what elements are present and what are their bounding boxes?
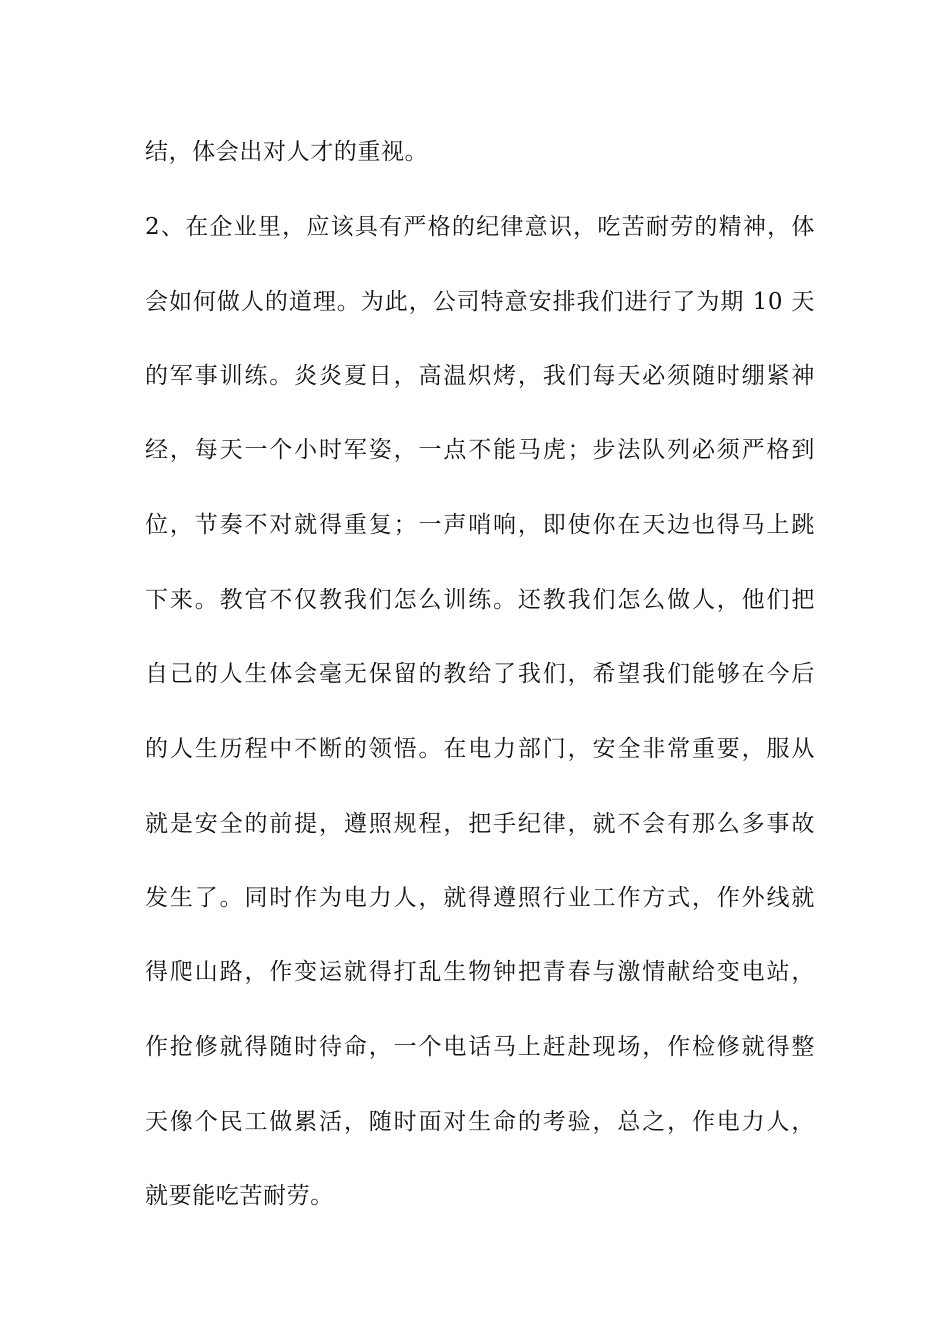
text-line: 会如何做人的道理。为此，公司特意安排我们进行了为期 10 天	[145, 289, 815, 315]
text-line: 位，节奏不对就得重复；一声哨响，即使你在天边也得马上跳	[145, 512, 815, 538]
text-line: 的人生历程中不断的领悟。在电力部门，安全非常重要，服从	[145, 736, 815, 762]
text-line: 就是安全的前提，遵照规程，把手纪律，就不会有那么多事故	[145, 811, 815, 837]
text-line: 发生了。同时作为电力人，就得遵照行业工作方式，作外线就	[145, 885, 815, 911]
text-line: 经，每天一个小时军姿，一点不能马虎；步法队列必须严格到	[145, 437, 815, 463]
text-line: 天像个民工做累活，随时面对生命的考验，总之，作电力人，	[145, 1109, 815, 1135]
text-line: 的军事训练。炎炎夏日，高温炽烤，我们每天必须随时绷紧神	[145, 363, 815, 389]
text-line: 下来。教官不仅教我们怎么训练。还教我们怎么做人，他们把	[145, 587, 815, 613]
text-line: 2、在企业里，应该具有严格的纪律意识，吃苦耐劳的精神，体	[145, 214, 815, 240]
text-line: 结，体会出对人才的重视。	[145, 139, 429, 165]
text-line: 得爬山路，作变运就得打乱生物钟把青春与激情献给变电站，	[145, 959, 815, 985]
text-line: 作抢修就得随时待命，一个电话马上赶赴现场，作检修就得整	[145, 1034, 815, 1060]
text-line: 就要能吃苦耐劳。	[145, 1183, 334, 1209]
text-line: 自己的人生体会毫无保留的教给了我们，希望我们能够在今后	[145, 661, 815, 687]
